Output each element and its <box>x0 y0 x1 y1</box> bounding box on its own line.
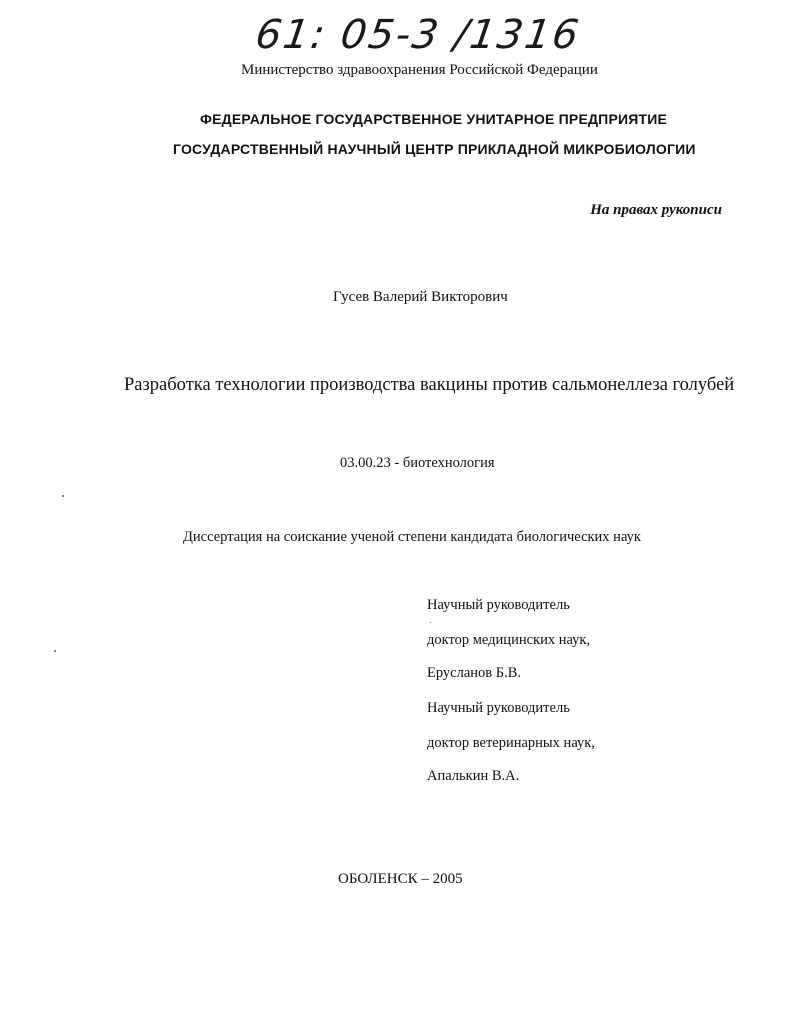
advisor-2-degree: доктор ветеринарных наук, <box>427 735 595 751</box>
author-name: Гусев Валерий Викторович <box>333 289 508 305</box>
scan-speck <box>430 622 431 623</box>
scan-speck <box>54 650 56 652</box>
handwritten-catalog-number: 61: 05-3 /1316 <box>252 12 584 58</box>
degree-statement: Диссертация на соискание ученой степени кандидата биологических наук <box>183 529 641 545</box>
advisor-2-name: Апалькин В.А. <box>427 768 520 784</box>
place-and-year: ОБОЛЕНСК – 2005 <box>338 871 463 887</box>
dissertation-title: Разработка технологии производства вакцины против сальмонеллеза голубей <box>124 375 735 395</box>
advisor-1-degree: доктор медицинских наук, <box>427 632 591 648</box>
advisor-2-role: Научный руководитель <box>427 700 570 716</box>
specialty-code: 03.00.23 - биотехнология <box>340 455 495 471</box>
advisor-1-role: Научный руководитель <box>427 597 570 613</box>
scan-speck <box>62 495 64 497</box>
organization-line-2: ГОСУДАРСТВЕННЫЙ НАУЧНЫЙ ЦЕНТР ПРИКЛАДНОЙ МИКРОБИОЛОГИИ <box>173 141 696 157</box>
ministry-name: Министерство здравоохранения Российской Федерации <box>241 62 598 78</box>
manuscript-rights-note: На правах рукописи <box>590 202 722 218</box>
organization-line-1: ФЕДЕРАЛЬНОЕ ГОСУДАРСТВЕННОЕ УНИТАРНОЕ ПРЕДПРИЯТИЕ <box>200 111 668 127</box>
advisor-1-name: Ерусланов Б.В. <box>427 665 522 681</box>
